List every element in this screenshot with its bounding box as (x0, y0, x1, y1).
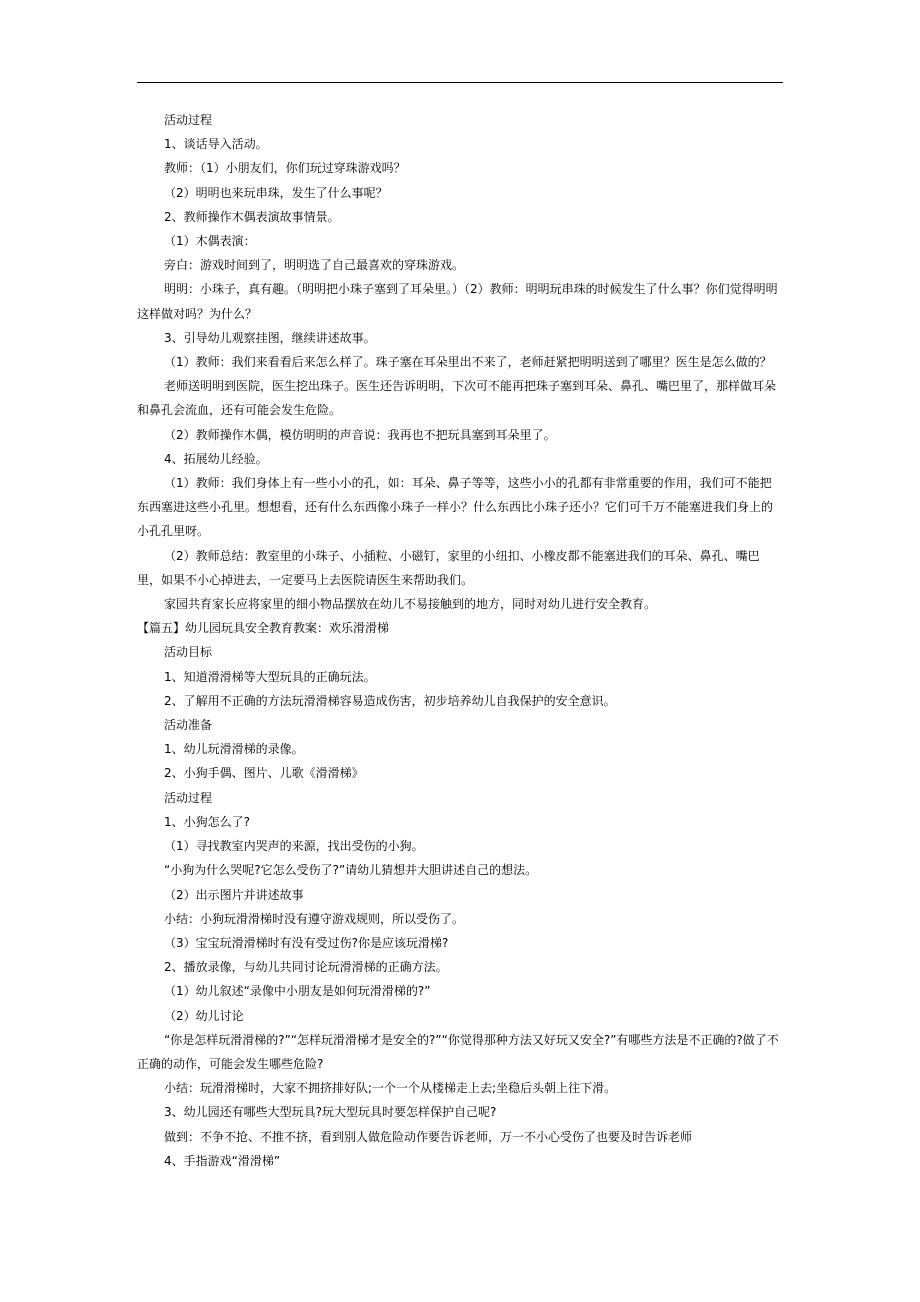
paragraph: 活动过程 (164, 113, 213, 127)
paragraph: （1）木偶表演： (164, 234, 256, 249)
paragraph: 1、谈话导入活动。 (164, 137, 268, 152)
section-heading: 【篇五】幼儿园玩具安全教育教案：欢乐滑滑梯 (137, 621, 390, 636)
paragraph: 小结：玩滑滑梯时，大家不拥挤排好队;一个一个从楼梯走上去;坐稳后头朝上往下滑。 (164, 1081, 617, 1096)
paragraph: 4、拓展幼儿经验。 (164, 451, 268, 466)
paragraph: （1）教师：我们来看看后来怎么样了。珠子塞在耳朵里出不来了，老师赶紧把明明送到了哪里？医生是怎么做的？ (164, 355, 772, 370)
paragraph: 2、小狗手偶、图片、儿歌《滑滑梯》 (164, 766, 364, 781)
paragraph: （2）明明也来玩串珠，发生了什么事呢？ (164, 185, 388, 200)
paragraph: 活动目标 (164, 645, 213, 660)
paragraph: （2）出示图片并讲述故事 (164, 887, 304, 902)
paragraph: 3、幼儿园还有哪些大型玩具?玩大型玩具时要怎样保护自己呢? (164, 1105, 497, 1120)
paragraph: 1、小狗怎么了? (164, 814, 251, 829)
paragraph: （1）教师：我们身体上有一些小小的孔，如：耳朵、鼻子等等，这些小小的孔都有非常重要的作用，我们可不能把东西塞进这些小孔里。想想看，还有什么东西像小珠子一样小？什么东西比小珠子还小？它们可千万不能塞进我们身上的小孔孔里呀。 (137, 476, 774, 539)
paragraph: 2、播放录像，与幼儿共同讨论玩滑滑梯的正确方法。 (164, 960, 448, 975)
paragraph: 3、引导幼儿观察挂图，继续讲述故事。 (164, 330, 376, 345)
document-body (137, 108, 783, 1173)
paragraph: 明明：小珠子，真有趣。（明明把小珠子塞到了耳朵里。）（2）教师：明明玩串珠的时候发生了什么事？你们觉得明明这样做对吗？为什么？ (137, 282, 778, 321)
paragraph: （2）教师操作木偶，模仿明明的声音说：我再也不把玩具塞到耳朵里了。 (164, 427, 556, 442)
paragraph: 1、幼儿玩滑滑梯的录像。 (164, 742, 304, 757)
paragraph: 家园共育家长应将家里的细小物品摆放在幼儿不易接触到的地方，同时对幼儿进行安全教育。 (164, 597, 657, 612)
paragraph: （3）宝宝玩滑滑梯时有没有受过伤?你是应该玩滑梯? (164, 935, 449, 950)
paragraph: 4、手指游戏“滑滑梯” (164, 1153, 281, 1168)
paragraph: 老师送明明到医院，医生挖出珠子。医生还告诉明明，下次可不能再把珠子塞到耳朵、鼻孔、嘴巴里了，那样做耳朵和鼻孔会流血，还有可能会发生危险。 (137, 379, 777, 418)
header-rule (137, 82, 783, 83)
paragraph: 活动准备 (164, 718, 213, 733)
paragraph: “小狗为什么哭呢?它怎么受伤了?”请幼儿猜想并大胆讲述自己的想法。 (164, 863, 538, 878)
paragraph: （2）幼儿讨论 (164, 1008, 244, 1023)
paragraph: （2）教师总结：教室里的小珠子、小插粒、小磁钉，家里的小纽扣、小橡皮都不能塞进我们的耳朵、鼻孔、嘴巴里，如果不小心掉进去，一定要马上去医院请医生来帮助我们。 (137, 548, 760, 587)
paragraph: 活动过程 (164, 790, 213, 805)
paragraph: 教师：（1）小朋友们，你们玩过穿珠游戏吗？ (164, 161, 406, 176)
paragraph: 做到：不争不抢、不推不挤，看到别人做危险动作要告诉老师，万一不小心受伤了也要及时告诉老师 (164, 1129, 693, 1144)
paragraph: 1、知道滑滑梯等大型玩具的正确玩法。 (164, 669, 376, 684)
paragraph: （1）幼儿叙述“录像中小朋友是如何玩滑滑梯的?” (164, 984, 431, 999)
paragraph: “你是怎样玩滑滑梯的?”“怎样玩滑滑梯才是安全的?”“你觉得那种方法又好玩又安全?”有哪些方法是不正确的?做了不正确的动作，可能会发生哪些危险? (137, 1032, 779, 1071)
paragraph: 2、了解用不正确的方法玩滑滑梯容易造成伤害，初步培养幼儿自我保护的安全意识。 (164, 693, 616, 708)
paragraph: 2、教师操作木偶表演故事情景。 (164, 209, 340, 224)
paragraph: 旁白：游戏时间到了，明明选了自己最喜欢的穿珠游戏。 (164, 258, 465, 273)
paragraph: （1）寻找教室内哭声的来源，找出受伤的小狗。 (164, 839, 424, 854)
paragraph: 小结：小狗玩滑滑梯时没有遵守游戏规则，所以受伤了。 (164, 911, 465, 926)
